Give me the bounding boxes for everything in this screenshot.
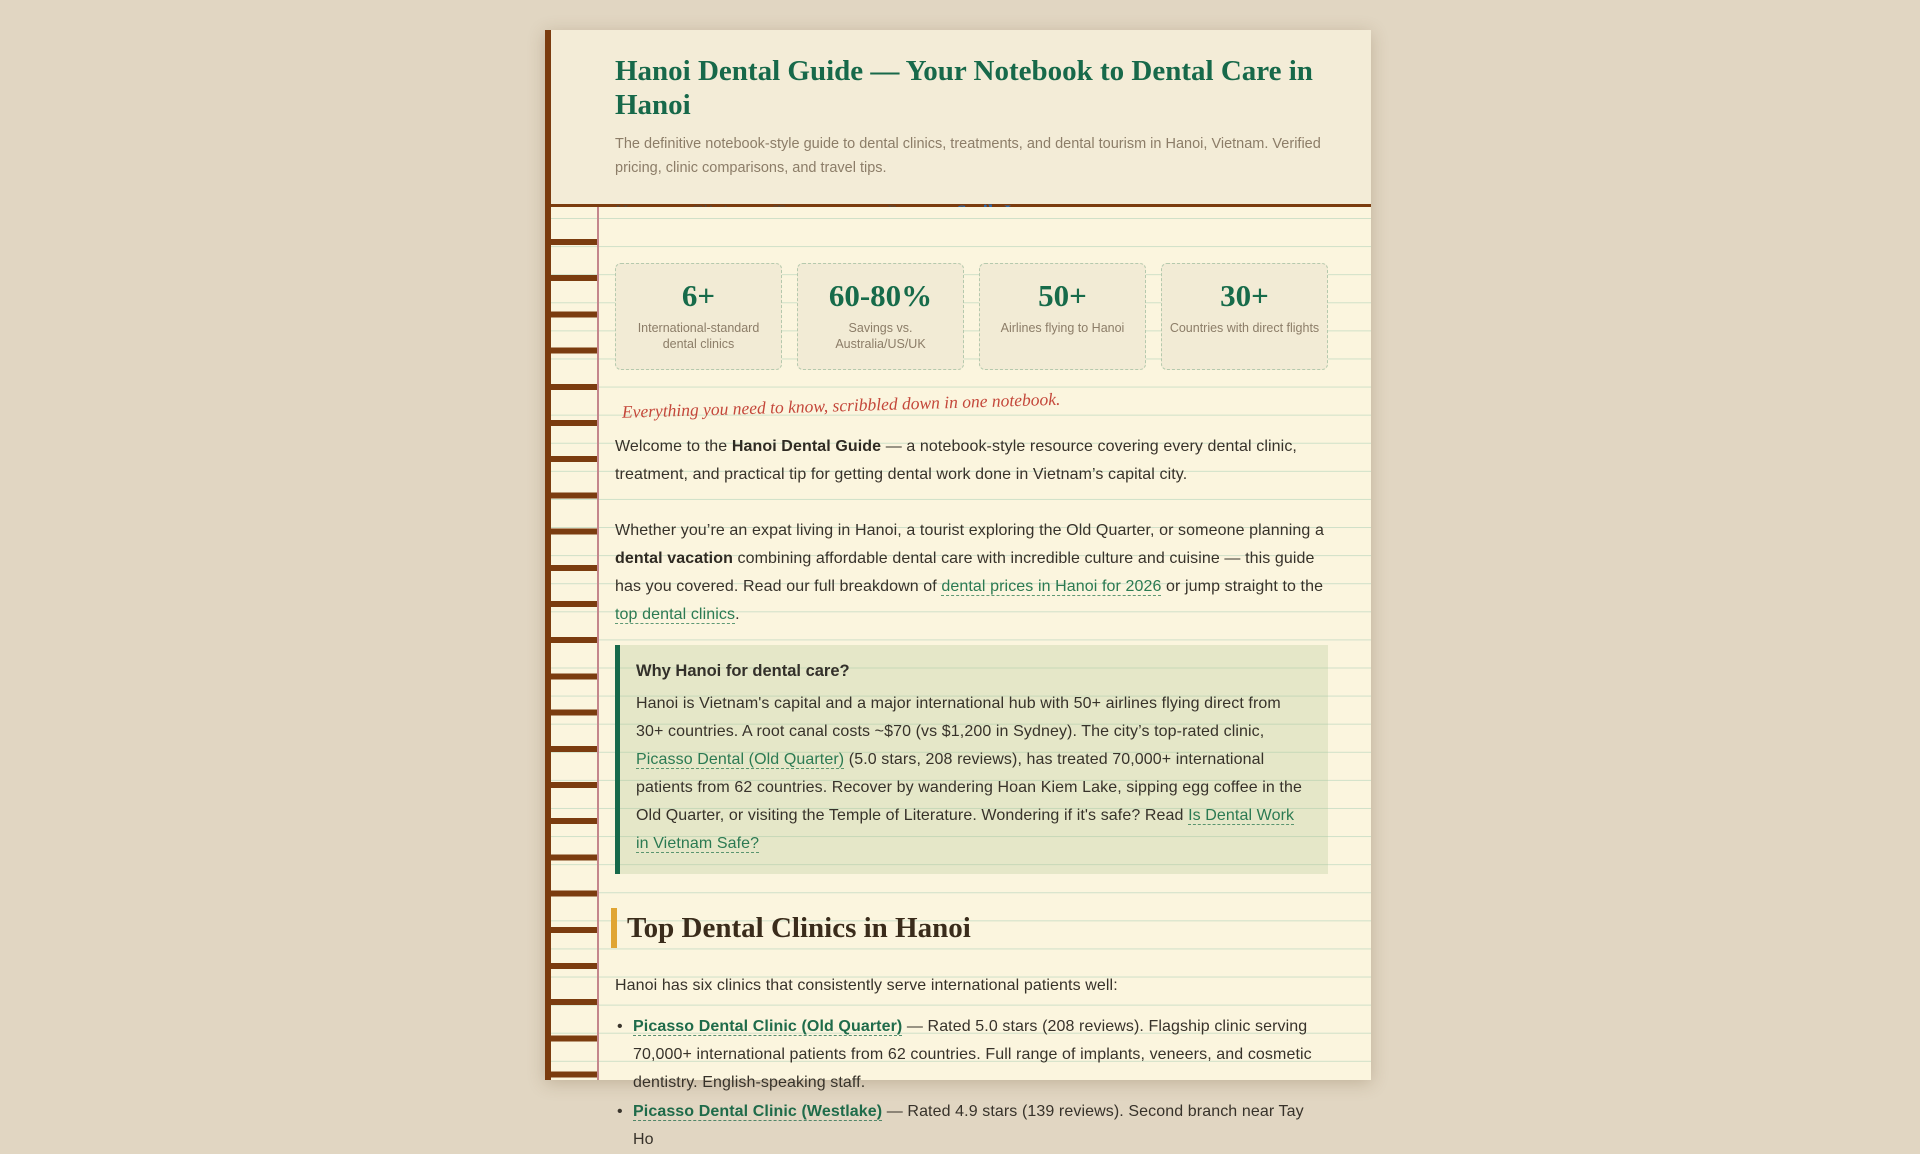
stat-label: Savings vs. Australia/US/UK	[835, 321, 926, 351]
link-picasso-old-quarter[interactable]: Picasso Dental (Old Quarter)	[636, 750, 845, 768]
text-segment: Whether you’re an expat living in Hanoi, a tourist exploring the Old Quarter, or someone planning a	[615, 522, 1324, 540]
intro-paragraph-2	[615, 517, 1328, 629]
text-segment: (5.0 stars, 208 reviews), has treated 70,000+ international patients from 62 countries. Recover by wandering Hoan Kiem Lake, sipping egg coffee in the Old Quarter, or visiting the Temple of Literature. Wondering if it's safe? Read	[636, 750, 1302, 824]
why-hanoi-callout	[615, 645, 1328, 875]
text-segment: .	[735, 606, 740, 624]
clinic-list-item	[615, 1098, 1328, 1154]
site-subtitle: The definitive notebook-style guide to dental clinics, treatments, and dental tourism in Hanoi, Vietnam. Verified pricing, clinic comparisons, and travel tips.	[615, 136, 1321, 176]
text-segment: or jump straight to the	[1161, 578, 1324, 596]
link-clinic-picasso-westlake[interactable]: Picasso Dental Clinic (Westlake)	[633, 1102, 883, 1120]
link-dental-prices-2026[interactable]: dental prices in Hanoi for 2026	[941, 578, 1162, 596]
stat-card-countries	[1161, 263, 1328, 370]
text-segment: Hanoi is Vietnam's capital and a major international hub with 50+ airlines flying direct from 30+ countries. A root canal costs ~$70 (vs $1,200 in Sydney). The city’s top-rated clinic,	[636, 694, 1281, 740]
stat-card-clinics	[615, 263, 782, 370]
link-is-dental-work-safe[interactable]: Is Dental Work in Vietnam Safe?	[636, 806, 1295, 853]
notebook-paper	[545, 207, 1371, 1148]
stat-card-savings	[797, 263, 964, 370]
stat-value: 60-80%	[828, 278, 933, 313]
stat-value: 50+	[1038, 278, 1087, 313]
intro-paragraph-1	[615, 433, 1328, 489]
section-intro: Hanoi has six clinics that consistently serve international patients well:	[615, 977, 1118, 995]
stat-label: International-standard dental clinics	[637, 321, 760, 351]
bold-guide-name: Hanoi Dental Guide	[731, 438, 882, 455]
callout-body	[636, 690, 1310, 859]
clinic-list	[615, 1013, 1328, 1153]
clinic-description: — Rated 4.9 stars (139 reviews). Second branch near Tay Ho	[633, 1102, 1304, 1148]
stat-card-airlines	[979, 263, 1146, 370]
link-top-dental-clinics[interactable]: top dental clinics	[615, 606, 736, 624]
stat-label: Airlines flying to Hanoi	[1000, 321, 1125, 335]
section-heading-text: Top Dental Clinics in Hanoi	[627, 912, 971, 945]
stat-value: 30+	[1220, 278, 1269, 313]
text-segment: combining affordable dental care with incredible culture and cuisine — this guide has you covered. Read our full breakdown of	[615, 550, 1315, 596]
notebook-card	[545, 30, 1371, 1148]
link-clinic-picasso-old-quarter[interactable]: Picasso Dental Clinic (Old Quarter)	[633, 1018, 903, 1036]
site-header	[545, 30, 1371, 207]
section-heading-top-clinics	[611, 908, 1328, 948]
handwritten-note: Everything you need to know, scribbled down in one notebook.	[621, 388, 1061, 422]
clinic-list-item	[615, 1013, 1328, 1097]
stat-label: Countries with direct flights	[1169, 321, 1320, 335]
text-segment: — a notebook-style resource covering every dental clinic, treatment, and practical tip for getting dental work done in Vietnam’s capital city.	[615, 438, 1297, 484]
text-segment: Welcome to the	[615, 438, 732, 455]
bold-dental-vacation: dental vacation	[615, 550, 733, 568]
stats-row	[615, 263, 1328, 370]
main-content	[545, 263, 1371, 1154]
stat-value: 6+	[681, 278, 716, 313]
callout-title: Why Hanoi for dental care?	[636, 661, 850, 680]
clinic-description: — Rated 5.0 stars (208 reviews). Flagship clinic serving 70,000+ international patients from 62 countries. Full range of implants, veneers, and cosmetic dentistry. English-speaking staff.	[633, 1018, 1312, 1092]
site-title: Hanoi Dental Guide — Your Notebook to Dental Care in Hanoi	[615, 55, 1313, 121]
